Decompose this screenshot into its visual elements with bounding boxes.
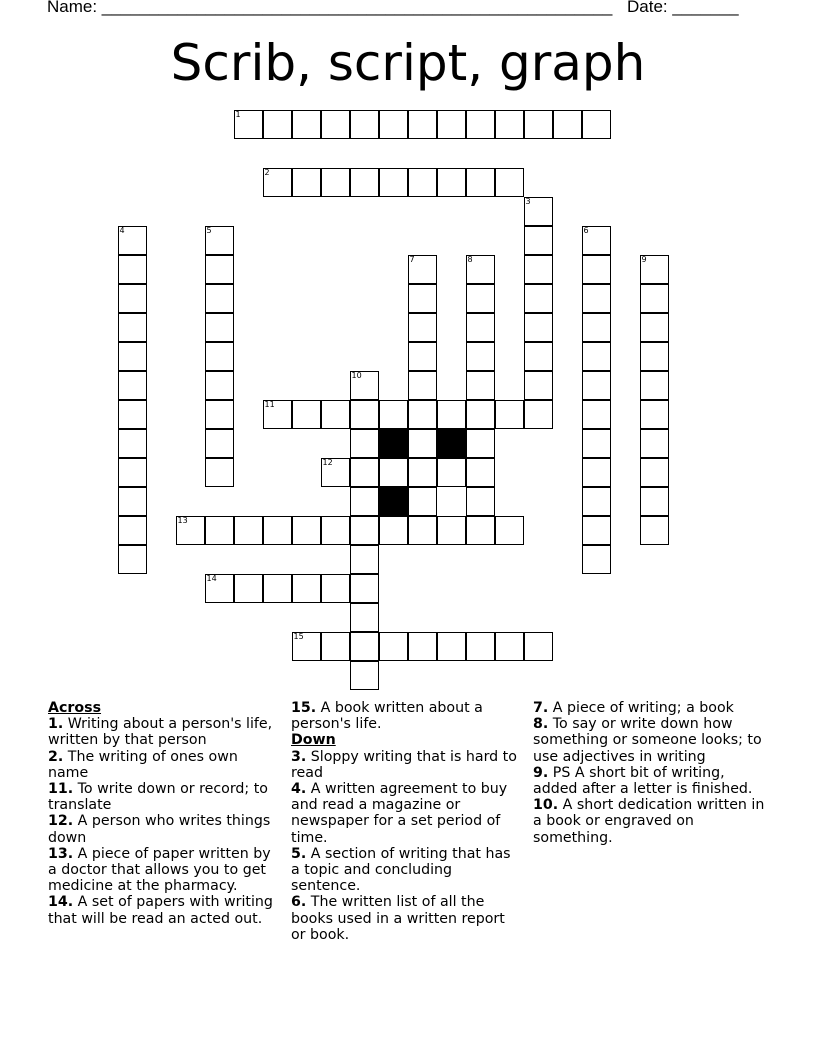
grid-cell[interactable] (205, 458, 234, 487)
across-heading: Across (48, 700, 102, 716)
clue-number: 6 (583, 226, 589, 235)
grid-cell[interactable] (466, 284, 495, 313)
grid-cell[interactable] (292, 168, 321, 197)
grid-cell[interactable] (582, 400, 611, 429)
grid-cell[interactable] (205, 313, 234, 342)
grid-cell[interactable] (234, 574, 263, 603)
clue-down-9: 9. PS A short bit of writing, added after a letter is finished. (533, 764, 753, 798)
grid-cell[interactable] (640, 284, 669, 313)
clue-number: 14 (206, 574, 217, 583)
clue-down-5: 5. A section of writing that has a topic and concluding sentence. (291, 845, 511, 895)
grid-cell[interactable] (205, 371, 234, 400)
grid-cell[interactable] (640, 255, 669, 284)
grid-cell[interactable] (437, 458, 466, 487)
clues-column-3 (533, 700, 773, 846)
page-title: Scrib, script, graph (170, 34, 646, 92)
grid-cell[interactable] (205, 342, 234, 371)
clue-down-3: 3. Sloppy writing that is hard to read (291, 748, 517, 781)
grid-cell[interactable] (640, 400, 669, 429)
clue-across-12: 12. A person who writes things down (48, 813, 271, 846)
clue-number: 5 (206, 226, 212, 235)
grid-cell[interactable] (466, 458, 495, 487)
grid-cell[interactable] (466, 516, 495, 545)
grid-cell[interactable] (437, 168, 466, 197)
grid-cell[interactable] (408, 487, 437, 516)
grid-cell[interactable] (321, 110, 350, 139)
clue-across-11: 11. To write down or record; to translate (48, 781, 268, 814)
grid-cell[interactable] (495, 168, 524, 197)
grid-cell[interactable] (640, 487, 669, 516)
grid-cell[interactable] (524, 371, 553, 400)
grid-cell[interactable] (118, 313, 147, 342)
grid-cell[interactable] (495, 400, 524, 429)
grid-cell[interactable] (205, 255, 234, 284)
grid-cell[interactable] (350, 168, 379, 197)
grid-cell[interactable] (640, 342, 669, 371)
grid-cell[interactable] (321, 516, 350, 545)
grid-cell[interactable] (582, 545, 611, 574)
grid-cell[interactable] (292, 574, 321, 603)
clue-number: 12 (322, 458, 333, 467)
grid-cell[interactable] (495, 632, 524, 661)
grid-cell[interactable] (379, 632, 408, 661)
grid-cell[interactable] (263, 110, 292, 139)
grid-cell[interactable] (408, 342, 437, 371)
grid-cell[interactable] (582, 226, 611, 255)
grid-cell[interactable] (321, 400, 350, 429)
grid-cell[interactable] (408, 400, 437, 429)
grid-cell[interactable] (466, 110, 495, 139)
grid-cell[interactable] (466, 255, 495, 284)
grid-cell[interactable] (582, 371, 611, 400)
grid-cell[interactable] (118, 226, 147, 255)
grid-cell[interactable] (292, 400, 321, 429)
grid-cell[interactable] (292, 632, 321, 661)
grid-cell[interactable] (553, 110, 582, 139)
grid-cell[interactable] (263, 516, 292, 545)
grid-cell[interactable] (379, 458, 408, 487)
grid-cell[interactable] (437, 400, 466, 429)
grid-cell[interactable] (524, 226, 553, 255)
grid-cell[interactable] (205, 516, 234, 545)
name-field-label: Name: ______________________________________________________ (47, 0, 613, 16)
clue-number: 4 (119, 226, 125, 235)
grid-cell[interactable] (408, 516, 437, 545)
grid-cell[interactable] (466, 487, 495, 516)
grid-cell[interactable] (350, 487, 379, 516)
grid-cell[interactable] (640, 516, 669, 545)
grid-cell[interactable] (321, 458, 350, 487)
clue-number: 8 (467, 255, 473, 264)
grid-cell[interactable] (118, 255, 147, 284)
grid-cell[interactable] (408, 313, 437, 342)
clue-number: 3 (525, 197, 531, 206)
grid-cell[interactable] (205, 574, 234, 603)
grid-cell[interactable] (350, 574, 379, 603)
clue-number: 7 (409, 255, 415, 264)
grid-cell[interactable] (582, 516, 611, 545)
clue-across-13: 13. A piece of paper written by a doctor that allows you to get medicine at the pharmacy. (48, 845, 271, 895)
grid-cell[interactable] (118, 371, 147, 400)
clue-across-15: 15. A book written about a person's life. (291, 700, 483, 733)
grid-cell[interactable] (379, 110, 408, 139)
grid-cell[interactable] (466, 313, 495, 342)
grid-cell[interactable] (408, 429, 437, 458)
clue-down-7: 7. A piece of writing; a book (533, 700, 734, 716)
grid-cell[interactable] (118, 284, 147, 313)
grid-cell[interactable] (524, 110, 553, 139)
grid-cell[interactable] (379, 516, 408, 545)
grid-cell[interactable] (524, 632, 553, 661)
clue-number: 10 (351, 371, 362, 380)
grid-cell[interactable] (437, 110, 466, 139)
grid-cell[interactable] (437, 516, 466, 545)
clue-number: 15 (293, 632, 304, 641)
grid-cell[interactable] (350, 661, 379, 690)
grid-cell[interactable] (350, 632, 379, 661)
grid-cell[interactable] (582, 458, 611, 487)
grid-cell[interactable] (524, 197, 553, 226)
grid-cell[interactable] (408, 371, 437, 400)
clue-across-2: 2. The writing of ones own name (48, 748, 238, 781)
grid-cell[interactable] (350, 516, 379, 545)
grid-cell[interactable] (350, 110, 379, 139)
grid-cell[interactable] (640, 458, 669, 487)
grid-cell[interactable] (205, 400, 234, 429)
grid-cell[interactable] (582, 110, 611, 139)
grid-cell[interactable] (234, 516, 263, 545)
grid-cell[interactable] (350, 400, 379, 429)
date-field-label: Date: _______ (627, 0, 739, 16)
grid-cell[interactable] (582, 342, 611, 371)
grid-cell[interactable] (495, 110, 524, 139)
grid-cell[interactable] (292, 110, 321, 139)
grid-cell[interactable] (118, 429, 147, 458)
grid-cell[interactable] (640, 429, 669, 458)
grid-cell[interactable] (640, 313, 669, 342)
grid-cell[interactable] (263, 400, 292, 429)
grid-cell[interactable] (466, 342, 495, 371)
grid-cell[interactable] (118, 516, 147, 545)
down-heading: Down (291, 732, 336, 749)
black-square (379, 429, 408, 458)
grid-cell[interactable] (118, 400, 147, 429)
grid-cell[interactable] (437, 632, 466, 661)
grid-cell[interactable] (350, 545, 379, 574)
grid-cell[interactable] (582, 284, 611, 313)
grid-cell[interactable] (466, 168, 495, 197)
grid-cell[interactable] (640, 371, 669, 400)
clues-column-2 (291, 700, 523, 943)
clue-number: 2 (264, 168, 270, 177)
grid-cell[interactable] (321, 632, 350, 661)
grid-cell[interactable] (466, 632, 495, 661)
grid-cell[interactable] (263, 574, 292, 603)
grid-cell[interactable] (118, 458, 147, 487)
grid-cell[interactable] (466, 371, 495, 400)
grid-cell[interactable] (350, 371, 379, 400)
grid-cell[interactable] (582, 255, 611, 284)
grid-cell[interactable] (205, 284, 234, 313)
grid-cell[interactable] (495, 516, 524, 545)
grid-cell[interactable] (118, 545, 147, 574)
grid-cell[interactable] (466, 429, 495, 458)
clue-number: 11 (264, 400, 275, 409)
clue-down-4: 4. A written agreement to buy and read a magazine or newspaper for a set period of time. (291, 781, 508, 846)
grid-cell[interactable] (524, 400, 553, 429)
grid-cell[interactable] (408, 255, 437, 284)
grid-cell[interactable] (321, 168, 350, 197)
clue-across-1: 1. Writing about a person's life, written by that person (48, 716, 273, 749)
grid-cell[interactable] (176, 516, 205, 545)
clues-column-1 (48, 700, 280, 927)
grid-cell[interactable] (350, 458, 379, 487)
grid-cell[interactable] (118, 342, 147, 371)
grid-cell[interactable] (350, 603, 379, 632)
grid-cell[interactable] (379, 400, 408, 429)
black-square (379, 487, 408, 516)
grid-cell[interactable] (408, 168, 437, 197)
clue-down-6: 6. The written list of all the books used in a written report or book. (291, 894, 505, 943)
grid-cell[interactable] (524, 255, 553, 284)
grid-cell[interactable] (408, 632, 437, 661)
clue-number: 13 (177, 516, 188, 525)
grid-cell[interactable] (466, 400, 495, 429)
clue-down-8: 8. To say or write down how something or someone looks; to use adjectives in writing (533, 716, 762, 765)
clue-number: 9 (641, 255, 647, 264)
grid-cell[interactable] (582, 487, 611, 516)
clue-number: 1 (235, 110, 241, 119)
grid-cell[interactable] (524, 284, 553, 313)
grid-cell[interactable] (408, 458, 437, 487)
grid-cell[interactable] (524, 342, 553, 371)
grid-cell[interactable] (408, 110, 437, 139)
grid-cell[interactable] (292, 516, 321, 545)
grid-cell[interactable] (379, 168, 408, 197)
grid-cell[interactable] (205, 226, 234, 255)
grid-cell[interactable] (582, 313, 611, 342)
grid-cell[interactable] (408, 284, 437, 313)
grid-cell[interactable] (205, 429, 234, 458)
black-square (437, 429, 466, 458)
grid-cell[interactable] (321, 574, 350, 603)
grid-cell[interactable] (118, 487, 147, 516)
grid-cell[interactable] (234, 110, 263, 139)
clue-down-10: 10. A short dedication written in a book or engraved on something. (533, 797, 765, 846)
grid-cell[interactable] (582, 429, 611, 458)
grid-cell[interactable] (350, 429, 379, 458)
grid-cell[interactable] (263, 168, 292, 197)
grid-cell[interactable] (524, 313, 553, 342)
clue-across-14: 14. A set of papers with writing that will be read an acted out. (48, 894, 273, 927)
